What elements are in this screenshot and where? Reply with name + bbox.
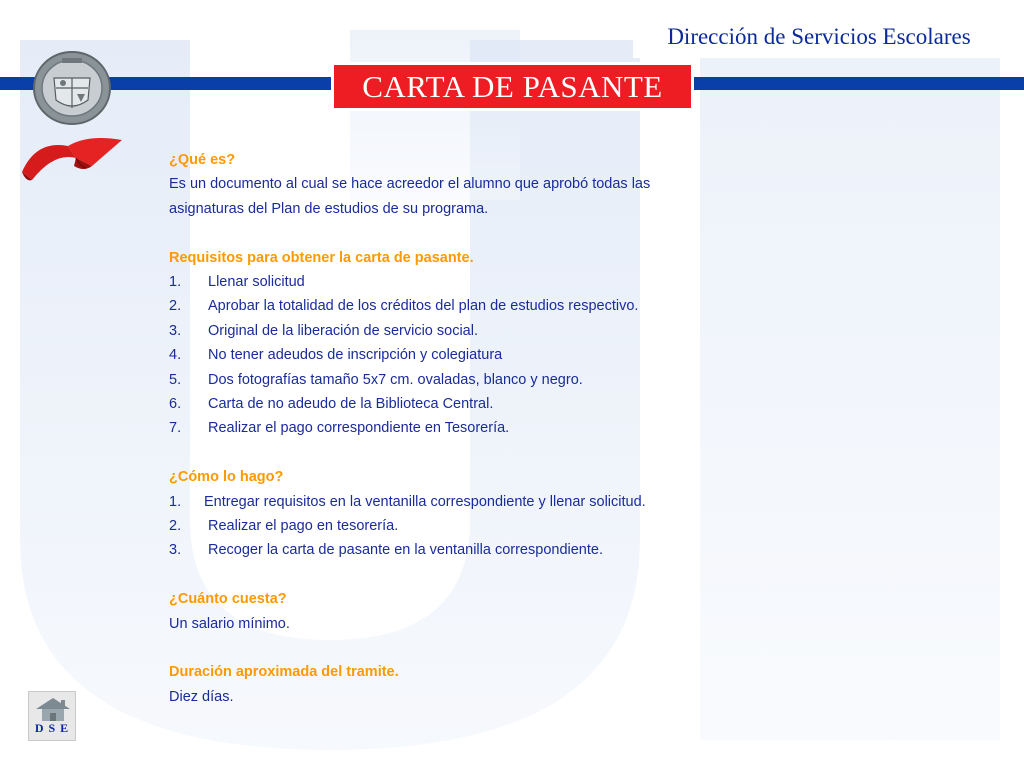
item-text: Realizar el pago en tesorería. xyxy=(208,518,399,535)
item-text: Dos fotografías tamaño 5x7 cm. ovaladas, blanco y negro. xyxy=(208,371,583,388)
cost-text: Un salario mínimo. xyxy=(169,615,290,632)
item-number: 3. xyxy=(169,322,182,339)
how-step-item xyxy=(169,490,889,514)
home-button-label: D S E xyxy=(34,721,70,735)
requirement-item xyxy=(169,368,889,392)
item-number: 5. xyxy=(169,371,182,388)
item-number: 1. xyxy=(169,493,182,510)
requirement-item xyxy=(169,319,889,343)
item-text: Entregar requisitos en la ventanilla correspondiente y llenar solicitud. xyxy=(204,493,646,510)
what-line-2: asignaturas del Plan de estudios de su programa. xyxy=(169,200,489,217)
how-step-item xyxy=(169,538,889,562)
item-number: 7. xyxy=(169,420,182,437)
item-text: Carta de no adeudo de la Biblioteca Central. xyxy=(208,396,494,413)
item-text: Recoger la carta de pasante en la ventanilla correspondiente. xyxy=(208,542,603,559)
item-number: 3. xyxy=(169,542,182,559)
requirement-item xyxy=(169,416,889,440)
what-line-1: Es un documento al cual se hace acreedor el alumno que aprobó todas las xyxy=(169,176,651,193)
red-ribbon-icon xyxy=(18,132,128,188)
university-seal-icon xyxy=(32,50,112,126)
home-button[interactable] xyxy=(28,691,76,741)
requirement-item xyxy=(169,392,889,416)
item-text: Llenar solicitud xyxy=(208,274,305,291)
item-text: Realizar el pago correspondiente en Tesorería. xyxy=(208,420,510,437)
item-number: 2. xyxy=(169,298,182,315)
item-number: 1. xyxy=(169,274,182,291)
how-step-item xyxy=(169,514,889,538)
page-title: CARTA DE PASANTE xyxy=(331,62,694,111)
home-icon xyxy=(34,696,72,722)
item-text: No tener adeudos de inscripción y colegiatura xyxy=(208,347,503,364)
item-text: Original de la liberación de servicio social. xyxy=(208,322,478,339)
section-heading-cost: ¿Cuánto cuesta? xyxy=(169,591,287,608)
department-title: Dirección de Servicios Escolares xyxy=(633,16,1005,58)
section-heading-how: ¿Cómo lo hago? xyxy=(169,469,284,486)
duration-text: Diez días. xyxy=(169,688,234,705)
item-number: 4. xyxy=(169,347,182,364)
section-heading-duration: Duración aproximada del tramite. xyxy=(169,664,399,681)
requirement-item xyxy=(169,343,889,367)
item-number: 2. xyxy=(169,518,182,535)
item-number: 6. xyxy=(169,396,182,413)
section-heading-requirements: Requisitos para obtener la carta de pasante. xyxy=(169,249,474,266)
main-content xyxy=(169,148,889,709)
requirement-item xyxy=(169,294,889,318)
section-heading-what: ¿Qué es? xyxy=(169,152,236,168)
requirement-item xyxy=(169,270,889,294)
item-text: Aprobar la totalidad de los créditos del plan de estudios respectivo. xyxy=(208,298,639,315)
